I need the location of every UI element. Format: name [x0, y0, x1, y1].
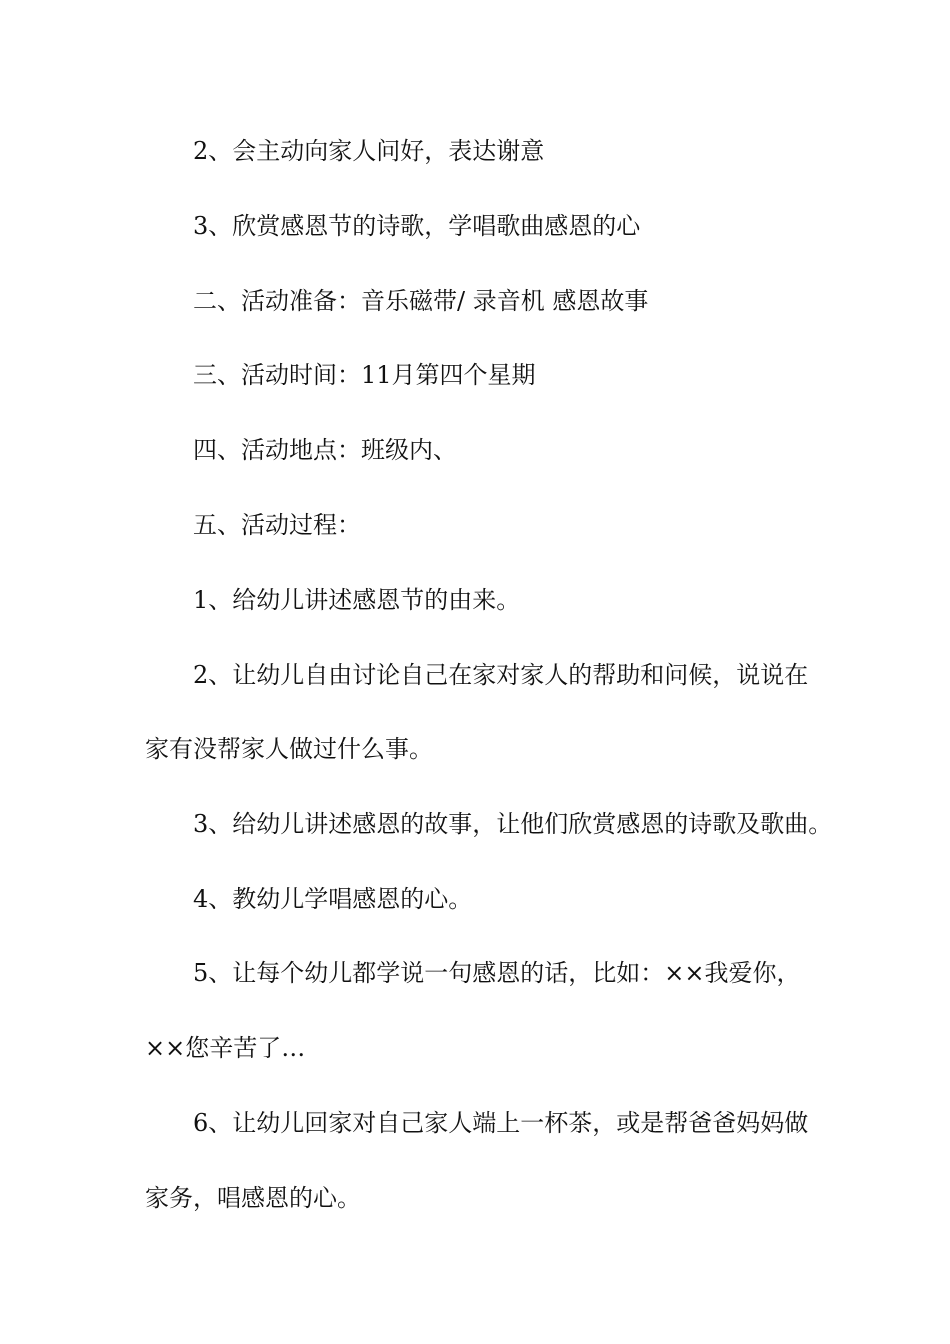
text-line: 三、活动时间：11月第四个星期 [193, 361, 536, 389]
text-line: 五、活动过程： [193, 511, 361, 539]
text-line: ××您辛苦了… [145, 1034, 306, 1062]
text-line: 家务，唱感恩的心。 [145, 1184, 361, 1212]
text-line: 5、让每个幼儿都学说一句感恩的话，比如：××我爱你， [193, 959, 801, 987]
text-line: 四、活动地点：班级内、 [193, 436, 457, 464]
text-line: 6、让幼儿回家对自己家人端上一杯茶，或是帮爸爸妈妈做 [193, 1109, 809, 1137]
text-line: 2、会主动向家人问好，表达谢意 [193, 137, 545, 165]
text-line: 家有没帮家人做过什么事。 [145, 735, 433, 763]
text-line: 3、给幼儿讲述感恩的故事，让他们欣赏感恩的诗歌及歌曲。 [193, 810, 833, 838]
text-line: 4、教幼儿学唱感恩的心。 [193, 885, 473, 913]
text-line: 3、欣赏感恩节的诗歌，学唱歌曲感恩的心 [193, 212, 641, 240]
text-line: 1、给幼儿讲述感恩节的由来。 [193, 586, 521, 614]
text-line: 2、让幼儿自由讨论自己在家对家人的帮助和问候，说说在 [193, 661, 809, 689]
text-line: 二、活动准备：音乐磁带/ 录音机 感恩故事 [193, 287, 649, 315]
